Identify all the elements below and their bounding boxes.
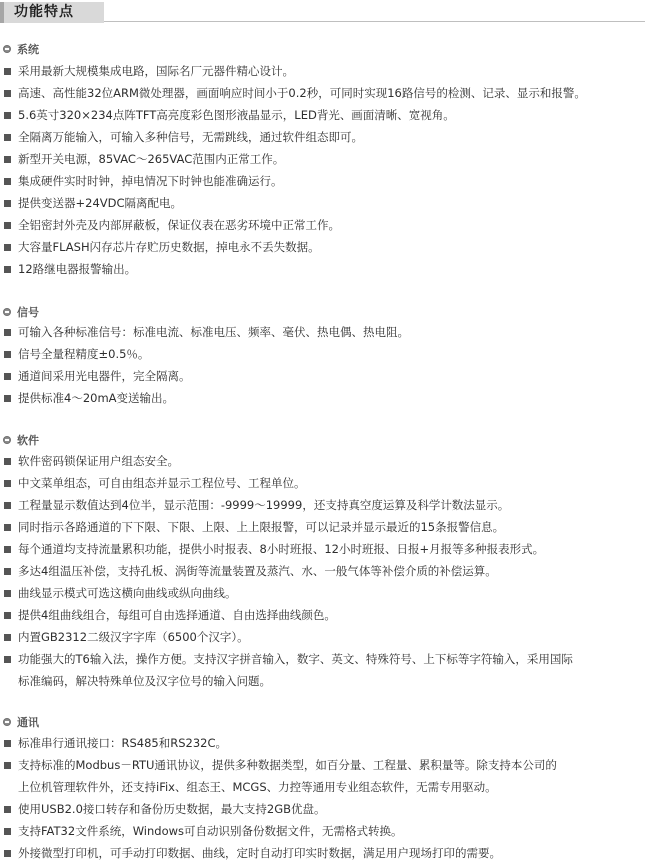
square-bullet-icon [4,178,11,185]
list-item: 全隔离万能输入，可输入多种信号，无需跳线，通过软件组态即可。 [4,129,644,146]
section-header-signal [3,304,39,320]
list-item: 多达4组温压补偿，支持孔板、涡街等流量装置及蒸汽、水、一般气体等补偿介质的补偿运算。 [4,563,644,580]
section-bullet-icon [3,308,11,316]
section-bullet-icon [3,718,11,726]
list-item: 12路继电器报警输出。 [4,261,644,278]
list-item: 支持FAT32文件系统，Windows可自动识别备份数据文件，无需格式转换。 [4,823,644,840]
square-bullet-icon [4,395,11,402]
section-bullet-icon [3,436,11,444]
square-bullet-icon [4,351,11,358]
section-title: 信号 [17,306,39,319]
page-title: 功能特点 [0,2,104,23]
square-bullet-icon [4,244,11,251]
list-item: 同时指示各路通道的下下限、下限、上限、上上限报警，可以记录并显示最近的15条报警信息。 [4,519,644,536]
square-bullet-icon [4,828,11,835]
square-bullet-icon [4,502,11,509]
list-item: 大容量FLASH闪存芯片存贮历史数据，掉电永不丢失数据。 [4,239,644,256]
square-bullet-icon [4,266,11,273]
list-item: 通道间采用光电器件，完全隔离。 [4,368,644,385]
square-bullet-icon [4,656,11,663]
list-item: 提供变送器+24VDC隔离配电。 [4,195,644,212]
list-item: 提供标准4～20mA变送输出。 [4,390,644,407]
section-title: 通讯 [17,716,39,729]
list-item: 软件密码锁保证用户组态安全。 [4,453,644,470]
square-bullet-icon [4,480,11,487]
list-item: 曲线显示模式可选这横向曲线或纵向曲线。 [4,585,644,602]
square-bullet-icon [4,112,11,119]
square-bullet-icon [4,222,11,229]
section-header-communication [3,714,39,730]
square-bullet-icon [4,546,11,553]
section-header-software [3,432,39,448]
list-item: 内置GB2312二级汉字字库（6500个汉字）。 [4,629,644,646]
square-bullet-icon [4,90,11,97]
list-item: 使用USB2.0接口转存和备份历史数据，最大支持2GB优盘。 [4,801,644,818]
list-item: 支持标准的Modbus－RTU通讯协议，提供多种数据类型，如百分量、工程量、累积量等。除支持本公司的 [4,757,644,774]
list-item: 可输入各种标准信号：标准电流、标准电压、频率、毫伏、热电偶、热电阻。 [4,324,644,341]
square-bullet-icon [4,806,11,813]
square-bullet-icon [4,568,11,575]
square-bullet-icon [4,156,11,163]
square-bullet-icon [4,590,11,597]
square-bullet-icon [4,524,11,531]
list-item: 高速、高性能32位ARM微处理器，画面响应时间小于0.2秒，可同时实现16路信号的检测、记录、显示和报警。 [4,85,644,102]
list-item-continuation: 上位机管理软件外，还支持iFix、组态王、MCGS、力控等通用专业组态软件，无需专用驱动。 [18,780,497,794]
section-bullet-icon [3,45,11,53]
list-item: 工程量显示数值达到4位半，显示范围：-9999～19999，还支持真空度运算及科学计数法显示。 [4,497,644,514]
square-bullet-icon [4,458,11,465]
list-item: 提供4组曲线组合，每组可自由选择通道、自由选择曲线颜色。 [4,607,644,624]
list-item: 信号全量程精度±0.5％。 [4,346,644,363]
square-bullet-icon [4,762,11,769]
list-item: 中文菜单组态，可自由组态并显示工程位号、工程单位。 [4,475,644,492]
square-bullet-icon [4,740,11,747]
section-title: 软件 [17,434,39,447]
square-bullet-icon [4,200,11,207]
square-bullet-icon [4,68,11,75]
square-bullet-icon [4,329,11,336]
list-item: 5.6英寸320×234点阵TFT高亮度彩色图形液晶显示，LED背光、画面清晰、宽视角。 [4,107,644,124]
section-header-system [3,41,39,57]
list-item: 新型开关电源，85VAC～265VAC范围内正常工作。 [4,151,644,168]
square-bullet-icon [4,850,11,857]
section-title: 系统 [17,43,39,56]
list-item-continuation: 标准编码，解决特殊单位及汉字位号的输入问题。 [18,674,271,688]
list-item: 功能强大的T6输入法，操作方便。支持汉字拼音输入，数字、英文、特殊符号、上下标等字符输入，采用国际 [4,651,644,668]
list-item: 外接微型打印机，可手动打印数据、曲线，定时自动打印实时数据，满足用户现场打印的需要。 [4,845,644,862]
list-item: 每个通道均支持流量累积功能，提供小时报表、8小时班报、12小时班报、日报+月报等多种报表形式。 [4,541,644,558]
list-item: 标准串行通讯接口：RS485和RS232C。 [4,735,644,752]
square-bullet-icon [4,373,11,380]
list-item: 采用最新大规模集成电路，国际名厂元器件精心设计。 [4,63,644,80]
list-item: 全铝密封外壳及内部屏蔽板，保证仪表在恶劣环境中正常工作。 [4,217,644,234]
square-bullet-icon [4,134,11,141]
list-item: 集成硬件实时时钟，掉电情况下时钟也能准确运行。 [4,173,644,190]
square-bullet-icon [4,612,11,619]
square-bullet-icon [4,634,11,641]
